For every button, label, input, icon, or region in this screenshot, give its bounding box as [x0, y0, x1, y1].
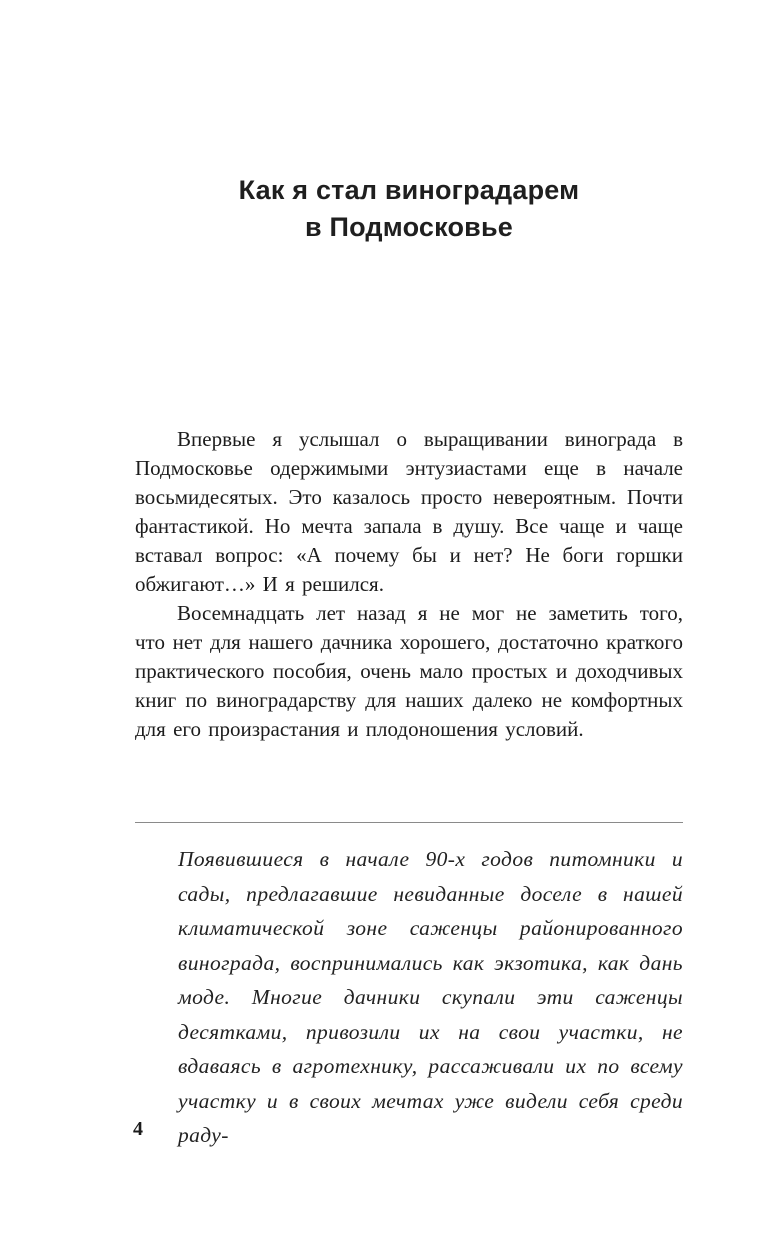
- section-divider: [135, 822, 683, 823]
- paragraph-2: Восемнадцать лет назад я не мог не заметить того, что нет для нашего дачника хорошего, достаточно краткого практического пособия, очень мало простых и доходчивых книг по виноградарству для наших далеко не комфортных для его произрастания и плодоношения условий.: [135, 601, 683, 741]
- chapter-title: [135, 172, 683, 246]
- body-text: [135, 425, 683, 744]
- page-number: 4: [133, 1118, 143, 1140]
- paragraph-1: Впервые я услышал о выращивании винограда в Подмосковье одержимыми энтузиастами еще в начале восьмидесятых. Это казалось просто невероятным. Почти фантастикой. Но мечта запала в душу. Все чаще и чаще вставал вопрос: «А почему бы и нет? Не боги горшки обжигают…» И я решился.: [135, 427, 683, 596]
- chapter-title-line-1: Как я стал виноградарем: [238, 175, 580, 205]
- quote-block: Появившиеся в начале 90-х годов питомники и сады, предлагавшие невиданные доселе в нашей климатической зоне саженцы районированного винограда, воспринимались как экзотика, как дань моде. Многие дачники скупали эти саженцы десятками, привозили их на свои участки, не вдаваясь в агротехнику, рассаживали их по всему участку и в своих мечтах уже видели себя среди раду-: [178, 847, 683, 1147]
- chapter-title-line-2: в Подмосковье: [304, 212, 513, 242]
